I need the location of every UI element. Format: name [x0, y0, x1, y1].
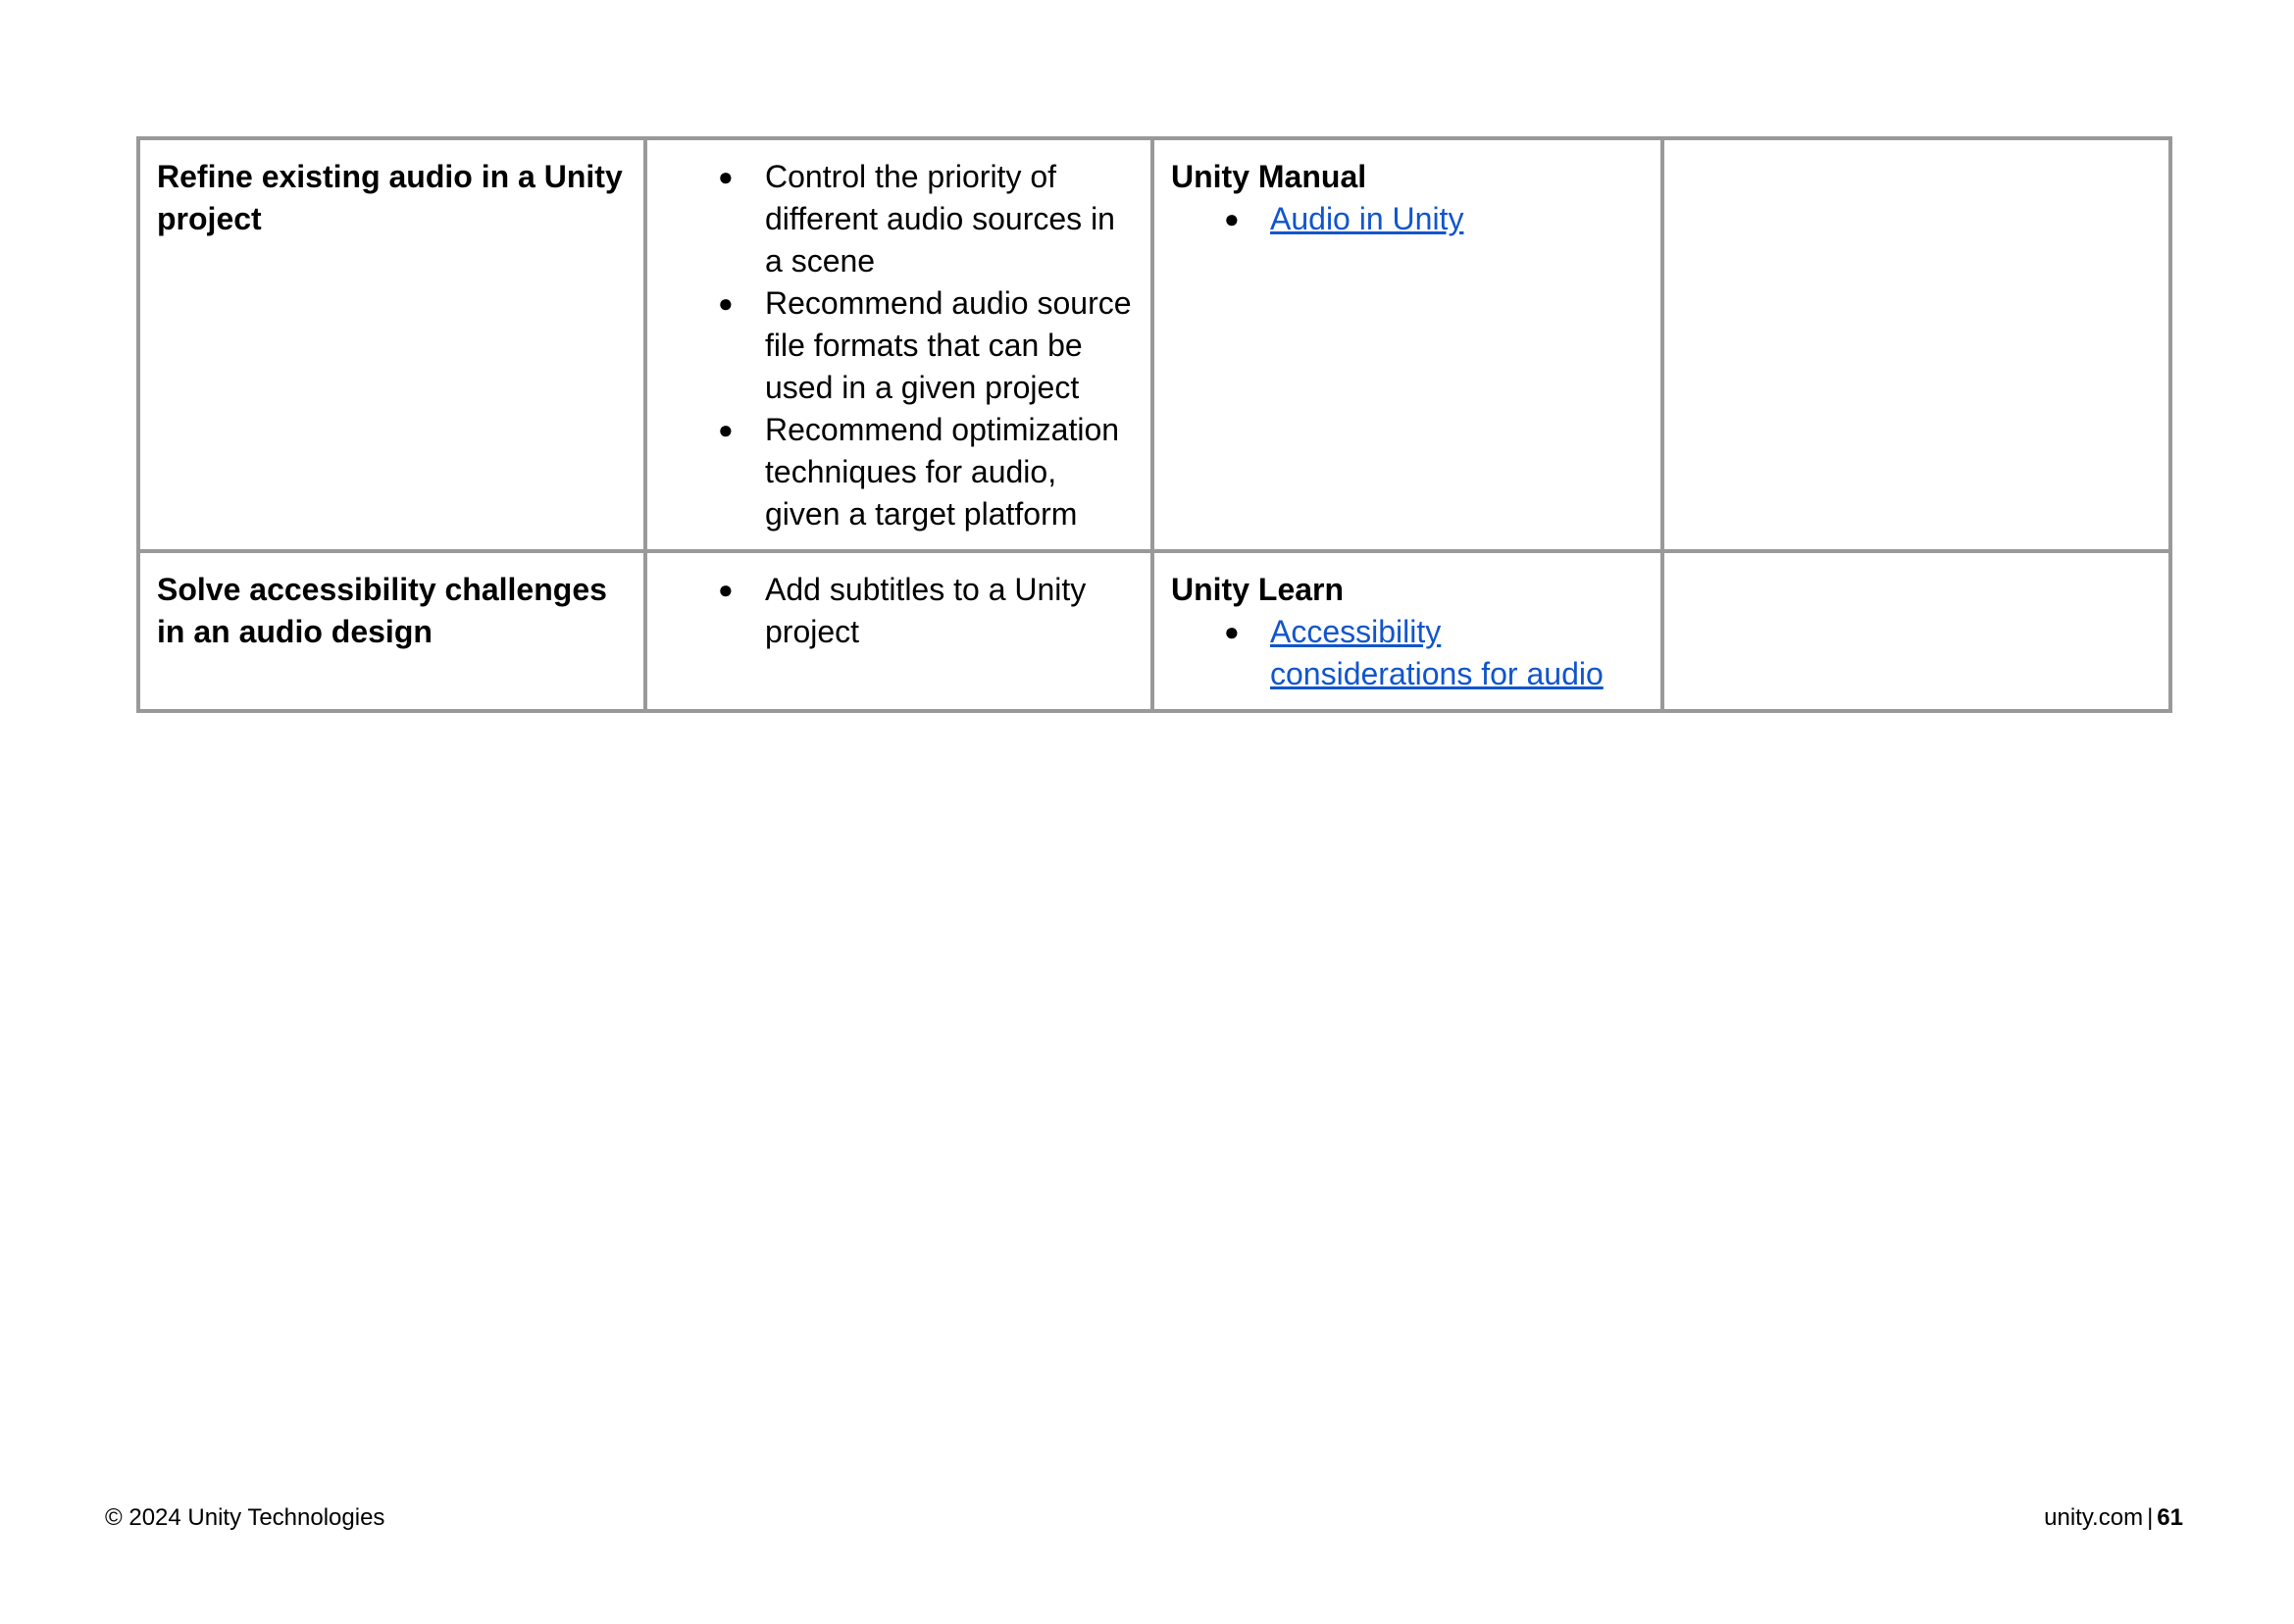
skills-list — [664, 569, 1135, 653]
objectives-table — [136, 136, 2172, 713]
list-item — [664, 282, 1135, 409]
skills-cell — [645, 138, 1152, 551]
list-item — [664, 569, 1135, 653]
objective-title: Refine existing audio in a Unity project — [157, 159, 623, 236]
footer-separator: | — [2147, 1504, 2154, 1531]
table-row — [138, 551, 2170, 711]
page-number: 61 — [2157, 1504, 2183, 1531]
table-row — [138, 138, 2170, 551]
bullet-icon: ● — [718, 415, 734, 444]
skill-text: Recommend audio source file formats that can be used in a given project — [765, 285, 1132, 405]
skills-list — [664, 156, 1135, 535]
resource-list — [1171, 198, 1645, 240]
list-item — [664, 156, 1135, 282]
footer-copyright: © 2024 Unity Technologies — [105, 1504, 385, 1531]
resources-cell — [1152, 551, 1662, 711]
list-item — [664, 409, 1135, 535]
bullet-icon: ● — [718, 288, 734, 318]
list-item — [1171, 198, 1645, 240]
resource-link-accessibility[interactable]: Accessibility considerations for audio — [1270, 614, 1604, 691]
skills-cell — [645, 551, 1152, 711]
notes-cell — [1662, 551, 2170, 711]
objective-cell — [138, 138, 645, 551]
footer-site: unity.com — [2044, 1504, 2144, 1531]
resource-list — [1171, 611, 1645, 695]
objective-title: Solve accessibility challenges in an audio design — [157, 572, 607, 649]
skill-text: Add subtitles to a Unity project — [765, 572, 1087, 649]
skill-text: Control the priority of different audio sources in a scene — [765, 159, 1115, 279]
list-item — [1171, 611, 1645, 695]
footer-page-info — [2044, 1504, 2183, 1532]
bullet-icon: ● — [1224, 617, 1240, 646]
resources-cell — [1152, 138, 1662, 551]
bullet-icon: ● — [718, 162, 734, 191]
notes-cell — [1662, 138, 2170, 551]
objective-cell — [138, 551, 645, 711]
bullet-icon: ● — [718, 575, 734, 604]
resource-heading: Unity Manual — [1171, 159, 1367, 194]
resource-heading: Unity Learn — [1171, 572, 1345, 607]
skill-text: Recommend optimization techniques for audio, given a target platform — [765, 412, 1120, 532]
bullet-icon: ● — [1224, 204, 1240, 233]
resource-link-audio-in-unity[interactable]: Audio in Unity — [1270, 201, 1464, 236]
